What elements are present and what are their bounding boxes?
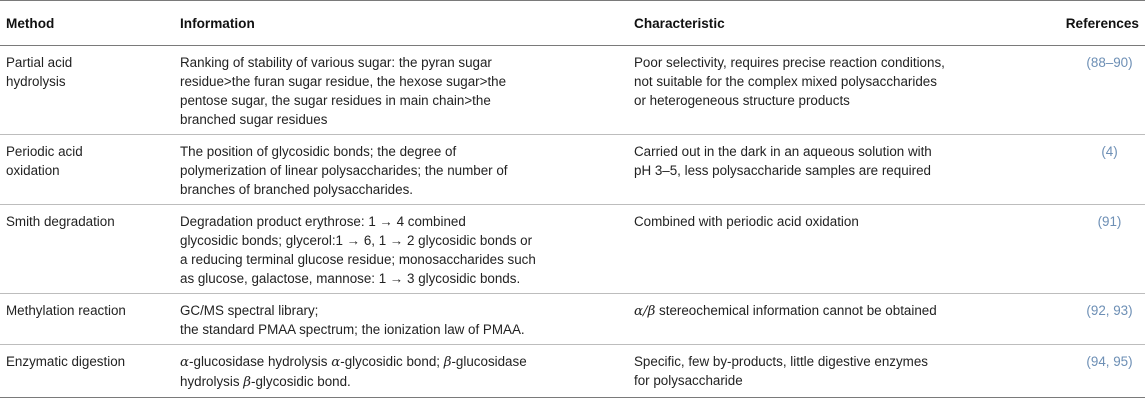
header-characteristic: Characteristic xyxy=(628,1,1050,46)
table-row xyxy=(0,294,1145,345)
cell-line: Degradation product erythrose: 1 → 4 combined xyxy=(180,214,466,229)
characteristic-cell xyxy=(628,46,1050,135)
cell-line: The position of glycosidic bonds; the degree of xyxy=(180,144,457,159)
table-row xyxy=(0,46,1145,135)
cell-line: oxidation xyxy=(6,163,60,178)
header-method: Method xyxy=(0,1,174,46)
method-cell xyxy=(0,135,174,205)
cell-line: Periodic acid xyxy=(6,144,83,159)
information-text: -glucosidase xyxy=(451,354,527,369)
information-text: -glycosidic bond; xyxy=(340,354,444,369)
cell-line xyxy=(180,352,622,372)
cell-line: the standard PMAA spectrum; the ionization law of PMAA. xyxy=(180,322,525,337)
reference-link[interactable]: (92, 93) xyxy=(1050,294,1145,345)
cell-line: for polysaccharide xyxy=(634,373,743,388)
cell-line: or heterogeneous structure products xyxy=(634,93,850,108)
information-cell xyxy=(174,46,628,135)
table-row xyxy=(0,135,1145,205)
cell-line: Enzymatic digestion xyxy=(6,354,126,369)
cell-line: branched sugar residues xyxy=(180,112,328,127)
beta-symbol: β xyxy=(443,355,452,370)
reference-link[interactable]: (4) xyxy=(1050,135,1145,205)
cell-line: not suitable for the complex mixed polysaccharides xyxy=(634,74,937,89)
cell-line xyxy=(634,301,1044,321)
method-cell xyxy=(0,205,174,294)
characteristic-cell xyxy=(628,294,1050,345)
information-text: -glucosidase hydrolysis xyxy=(189,354,332,369)
cell-line: Carried out in the dark in an aqueous solution with xyxy=(634,144,932,159)
characteristic-text: stereochemical information cannot be obtained xyxy=(655,303,937,318)
cell-line xyxy=(180,372,622,392)
beta-symbol: β xyxy=(243,375,252,390)
table-row xyxy=(0,205,1145,294)
reference-link[interactable]: (88–90) xyxy=(1050,46,1145,135)
information-cell xyxy=(174,345,628,398)
cell-line: hydrolysis xyxy=(6,74,66,89)
alpha-symbol: α xyxy=(331,355,341,370)
header-references: References xyxy=(1050,1,1145,46)
slash-symbol: / xyxy=(643,304,648,319)
cell-line: polymerization of linear polysaccharides; the number of xyxy=(180,163,508,178)
information-text: hydrolysis xyxy=(180,374,244,389)
cell-line: a reducing terminal glucose residue; monosaccharides such xyxy=(180,252,536,267)
cell-line: Poor selectivity, requires precise reaction conditions, xyxy=(634,55,945,70)
alpha-symbol: α xyxy=(180,355,190,370)
characteristic-cell xyxy=(628,205,1050,294)
method-cell xyxy=(0,46,174,135)
information-cell xyxy=(174,135,628,205)
cell-line: Smith degradation xyxy=(6,214,115,229)
method-cell xyxy=(0,345,174,398)
characteristic-cell xyxy=(628,345,1050,398)
cell-line: Partial acid xyxy=(6,55,73,70)
header-information: Information xyxy=(174,1,628,46)
information-cell xyxy=(174,294,628,345)
reference-link[interactable]: (94, 95) xyxy=(1050,345,1145,398)
method-cell xyxy=(0,294,174,345)
cell-line: residue>the furan sugar residue, the hexose sugar>the xyxy=(180,74,507,89)
information-text: -glycosidic bond. xyxy=(251,374,351,389)
cell-line: GC/MS spectral library; xyxy=(180,303,319,318)
cell-line: pentose sugar, the sugar residues in main chain>the xyxy=(180,93,491,108)
beta-symbol: β xyxy=(647,304,656,319)
alpha-symbol: α xyxy=(634,304,644,319)
cell-line: Ranking of stability of various sugar: the pyran sugar xyxy=(180,55,492,70)
cell-line: branches of branched polysaccharides. xyxy=(180,182,413,197)
cell-line: pH 3–5, less polysaccharide samples are required xyxy=(634,163,931,178)
cell-line: glycosidic bonds; glycerol:1 → 6, 1 → 2 glycosidic bonds or xyxy=(180,233,533,248)
information-cell xyxy=(174,205,628,294)
cell-line: as glucose, galactose, mannose: 1 → 3 glycosidic bonds. xyxy=(180,271,521,286)
cell-line: Specific, few by-products, little digestive enzymes xyxy=(634,354,928,369)
header-row xyxy=(0,1,1145,46)
cell-line: Methylation reaction xyxy=(6,303,126,318)
table-row xyxy=(0,345,1145,398)
characteristic-cell xyxy=(628,135,1050,205)
reference-link[interactable]: (91) xyxy=(1050,205,1145,294)
cell-line: Combined with periodic acid oxidation xyxy=(634,214,859,229)
